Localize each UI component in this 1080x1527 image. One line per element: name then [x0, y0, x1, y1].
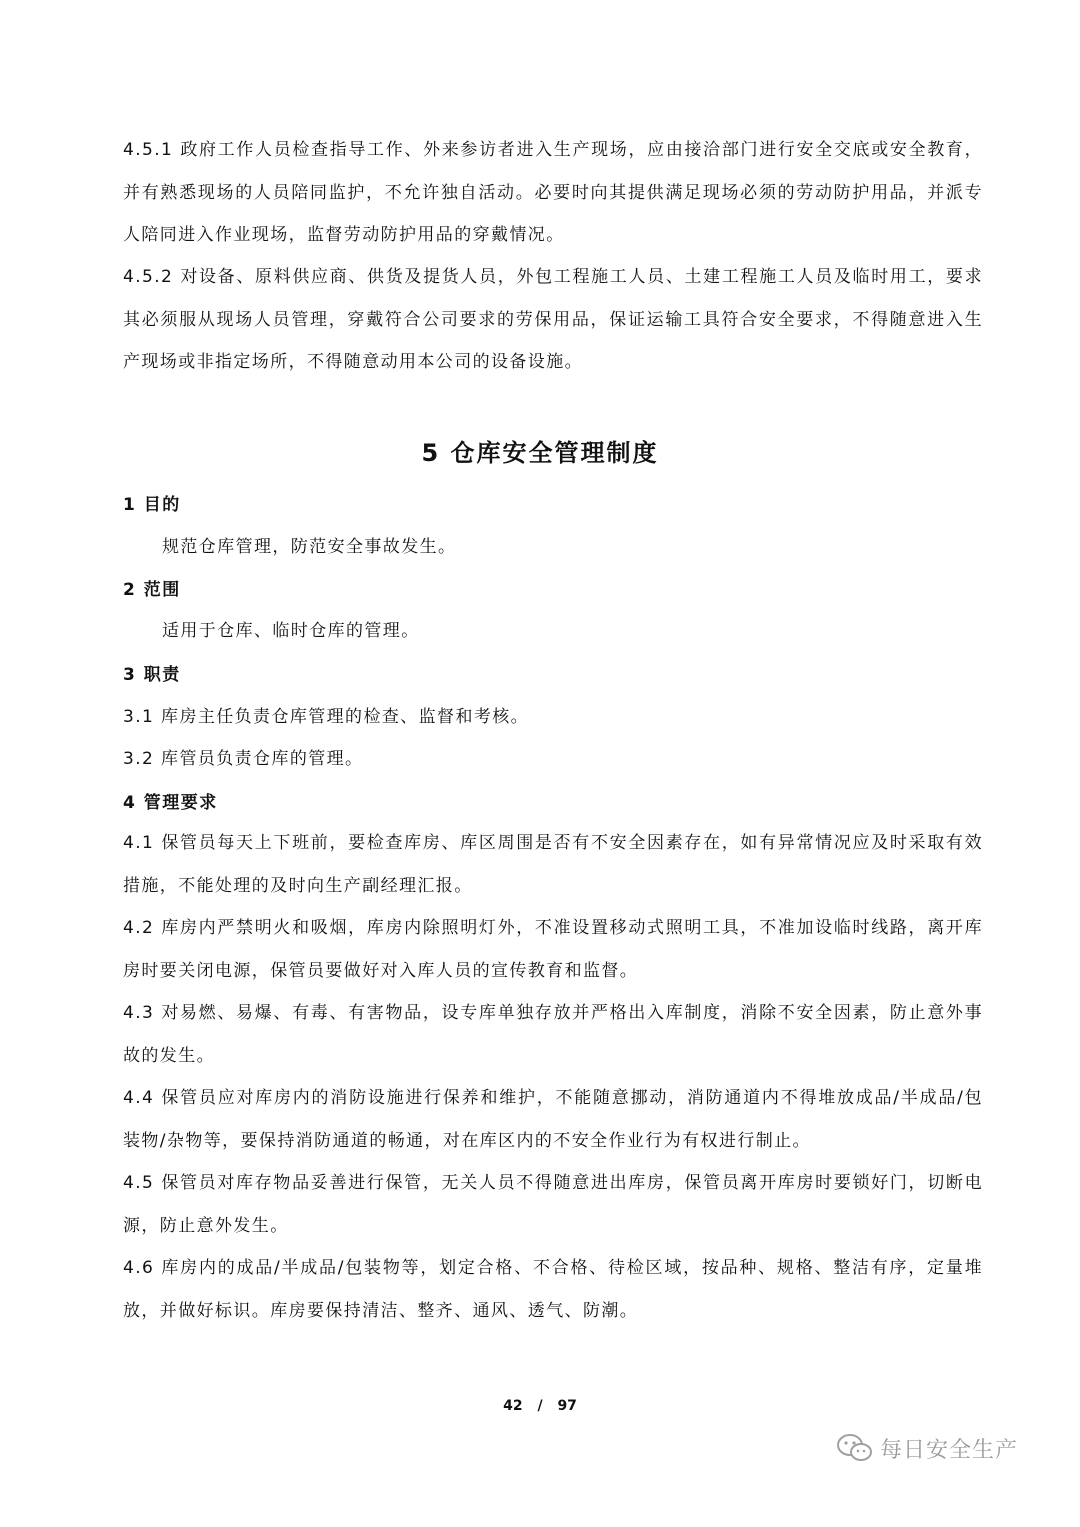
paragraph-4-5-1: 4.5.1 政府工作人员检查指导工作、外来参访者进入生产现场，应由接洽部门进行安全交底或安全教育，并有熟悉现场的人员陪同监护，不允许独自活动。必要时向其提供满足现场必须的劳动防护用品，并派专人陪同进入作业现场，监督劳动防护用品的穿戴情况。 — [123, 140, 983, 245]
page-separator: / — [537, 1398, 543, 1414]
paragraph-4-5-2: 4.5.2 对设备、原料供应商、供货及提货人员，外包工程施工人员、土建工程施工人员及临时用工，要求其必须服从现场人员管理，穿戴符合公司要求的劳保用品，保证运输工具符合安全要求，不得随意进入生产现场或非指定场所，不得随意动用本公司的设备设施。 — [123, 267, 983, 372]
page-current: 42 — [503, 1398, 523, 1414]
watermark-text: 每日安全生产 — [880, 1437, 1019, 1463]
scope-text: 适用于仓库、临时仓库的管理。 — [162, 621, 420, 641]
duty-3-1: 3.1 库房主任负责仓库管理的检查、监督和考核。 — [123, 707, 530, 727]
heading-purpose: 1 目的 — [123, 495, 181, 515]
watermark — [836, 1428, 1018, 1468]
requirement-4-4: 4.4 保管员应对库房内的消防设施进行保养和维护，不能随意挪动，消防通道内不得堆放成品/半成品/包装物/杂物等，要保持消防通道的畅通，对在库区内的不安全作业行为有权进行制止。 — [123, 1088, 983, 1151]
page-number — [0, 1396, 1080, 1416]
page-total: 97 — [557, 1398, 577, 1414]
requirement-4-1: 4.1 保管员每天上下班前，要检查库房、库区周围是否有不安全因素存在，如有异常情况应及时采取有效措施，不能处理的及时向生产副经理汇报。 — [123, 833, 983, 896]
requirement-4-6: 4.6 库房内的成品/半成品/包装物等，划定合格、不合格、待检区域，按品种、规格、整洁有序，定量堆放，并做好标识。库房要保持清洁、整齐、通风、透气、防潮。 — [123, 1258, 983, 1321]
requirement-4-2: 4.2 库房内严禁明火和吸烟，库房内除照明灯外，不准设置移动式照明工具，不准加设临时线路，离开库房时要关闭电源，保管员要做好对入库人员的宣传教育和监督。 — [123, 918, 983, 981]
purpose-text: 规范仓库管理，防范安全事故发生。 — [162, 537, 457, 557]
requirement-4-3: 4.3 对易燃、易爆、有毒、有害物品，设专库单独存放并严格出入库制度，消除不安全因素，防止意外事故的发生。 — [123, 1003, 983, 1066]
wechat-icon — [836, 1433, 874, 1463]
requirement-4-5: 4.5 保管员对库存物品妥善进行保管，无关人员不得随意进出库房，保管员离开库房时要锁好门，切断电源，防止意外发生。 — [123, 1173, 983, 1236]
chapter-title: 5 仓库安全管理制度 — [421, 439, 659, 467]
heading-scope: 2 范围 — [123, 580, 181, 600]
heading-requirements: 4 管理要求 — [123, 793, 218, 813]
heading-duties: 3 职责 — [123, 665, 181, 685]
duty-3-2: 3.2 库管员负责仓库的管理。 — [123, 749, 364, 769]
